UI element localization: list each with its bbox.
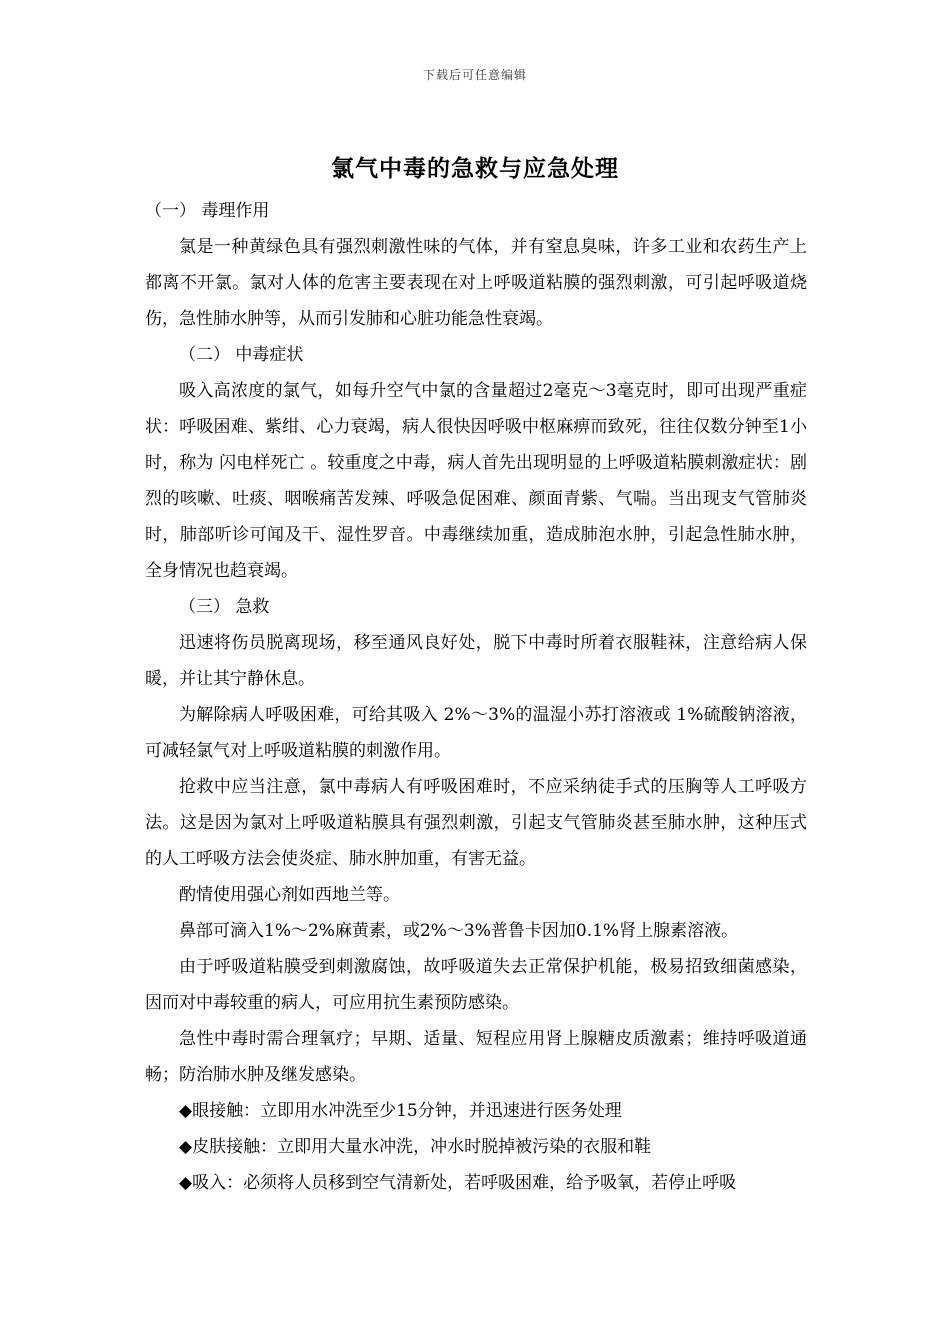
paragraph: 抢救中应当注意，氯中毒病人有呼吸困难时，不应采纳徒手式的压胸等人工呼吸方法。这是因为氯对上呼吸道粘膜具有强烈刺激，引起支气管肺炎甚至肺水肿，这种压式的人工呼吸方法会使炎症、肺水肿加重，有害无益。 [145,777,807,869]
section-heading-first-aid: （三） 急救 [179,597,270,617]
paragraph: 急性中毒时需合理氧疗；早期、适量、短程应用肾上腺糖皮质激素；维持呼吸道通畅；防治肺水肿及继发感染。 [145,1029,807,1085]
document-title: 氯气中毒的急救与应急处理 [331,156,619,182]
section-heading-symptoms: （二） 中毒症状 [179,345,304,365]
paragraph: 吸入高浓度的氯气，如每升空气中氯的含量超过2毫克～3毫克时，即可出现严重症状：呼吸困难、紫绀、心力衰竭，病人很快因呼吸中枢麻痹而致死，往往仅数分钟至1小时，称为 闪电样死亡 。较重度之中毒，病人首先出现明显的上呼吸道粘膜刺激症状：剧烈的咳嗽、吐痰、咽喉痛苦发辣、呼吸急促困难、颜面青紫、气喘。当出现支气管肺炎时，肺部听诊可闻及干、湿性罗音。中毒继续加重，造成肺泡水肿，引起急性肺水肿，全身情况也趋衰竭。 [145,381,807,581]
document-body [145,193,807,1201]
bullet-eye-contact: ◆眼接触：立即用水冲洗至少15分钟，并迅速进行医务处理 [179,1101,622,1121]
paragraph: 由于呼吸道粘膜受到刺激腐蚀，故呼吸道失去正常保护机能，极易招致细菌感染，因而对中毒较重的病人，可应用抗生素预防感染。 [145,957,807,1013]
bullet-inhalation: ◆吸入：必须将人员移到空气清新处，若呼吸困难，给予吸氧，若停止呼吸 [179,1173,737,1193]
paragraph: 鼻部可滴入1%～2%麻黄素，或2%～3%普鲁卡因加0.1%肾上腺素溶液。 [179,921,739,941]
paragraph: 为解除病人呼吸困难，可给其吸入 2%～3%的温湿小苏打溶液或 1%硫酸钠溶液，可减轻氯气对上呼吸道粘膜的刺激作用。 [145,705,807,761]
bullet-skin-contact: ◆皮肤接触：立即用大量水冲洗，冲水时脱掉被污染的衣服和鞋 [179,1137,652,1157]
header-note: 下载后可任意编辑 [422,68,527,82]
paragraph: 酌情使用强心剂如西地兰等。 [179,885,400,905]
section-heading-toxicology: （一） 毒理作用 [145,201,270,221]
paragraph: 迅速将伤员脱离现场，移至通风良好处，脱下中毒时所着衣服鞋袜，注意给病人保暖，并让其宁静休息。 [145,633,807,689]
paragraph: 氯是一种黄绿色具有强烈刺激性味的气体，并有窒息臭味，许多工业和农药生产上都离不开氯。氯对人体的危害主要表现在对上呼吸道粘膜的强烈刺激，可引起呼吸道烧伤，急性肺水肿等，从而引发肺和心脏功能急性衰竭。 [145,237,807,329]
